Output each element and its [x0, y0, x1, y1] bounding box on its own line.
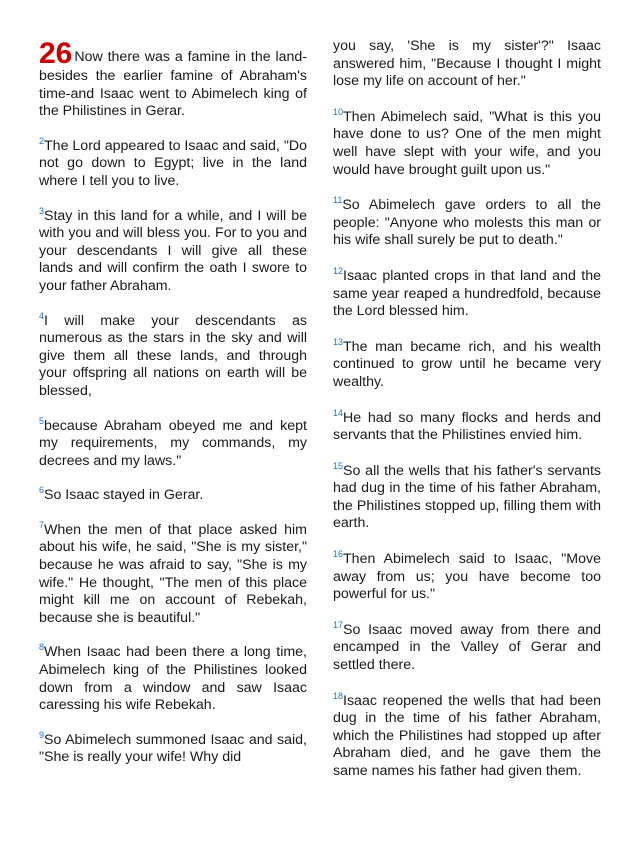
verse-text: When the men of that place asked him about his wife, he said, "She is my sister," because he was afraid to say, "She is my wife." He thought, "The men of this place might kill me on account of Rebekah, because she is beautiful." — [39, 521, 307, 626]
verse-text: Now there was a famine in the land-besides the earlier famine of Abraham's time-and Isaac went to Abimelech king of the Philistines in Gerar. — [39, 49, 307, 120]
chapter-number: 26 — [39, 37, 73, 70]
verse-paragraph — [333, 460, 601, 533]
verse-paragraph — [333, 336, 601, 392]
verse-paragraph — [39, 644, 307, 714]
verse-number: 16 — [333, 549, 344, 560]
verse-number: 17 — [333, 619, 344, 630]
verse-number: 12 — [333, 265, 344, 276]
verse-number: 15 — [333, 460, 344, 471]
left-column — [39, 37, 307, 784]
verse-text: Then Abimelech said to Isaac, "Move away from us; you have become too powerful for us." — [333, 551, 601, 603]
verse-number: 10 — [333, 106, 344, 117]
verse-paragraph — [333, 619, 601, 675]
verse-paragraph — [39, 487, 307, 505]
verse-paragraph — [39, 415, 307, 471]
verse-9-continuation — [333, 38, 601, 91]
verse-text: He had so many flocks and herds and servants that the Philistines envied him. — [333, 409, 601, 444]
verse-text: Stay in this land for a while, and I will be with you and will bless you. For to you and your descendants I will give all these lands and will confirm the oath I swore to your father Abraham. — [39, 207, 307, 294]
verse-paragraph — [39, 135, 307, 191]
verse-number: 3 — [39, 205, 45, 216]
verse-paragraph — [333, 265, 601, 321]
verse-text: So all the wells that his father's servants had dug in the time of his father Abraham, the Philistines stopped up, filling them with earth. — [333, 462, 601, 532]
verse-text: you say, 'She is my sister'?" Isaac answered him, "Because I thought I might lose my life on account of her." — [333, 38, 601, 90]
verse-paragraph — [333, 690, 601, 781]
verse-number: 4 — [39, 310, 45, 321]
verse-number: 14 — [333, 407, 344, 418]
verse-number: 8 — [39, 642, 45, 653]
verse-text: So Isaac stayed in Gerar. — [44, 487, 204, 504]
verse-text: The man became rich, and his wealth continued to grow until he became very wealthy. — [333, 338, 601, 390]
verse-number: 2 — [39, 135, 45, 146]
verse-number: 11 — [333, 195, 343, 206]
verse-number: 9 — [39, 729, 45, 740]
verse-1-paragraph — [39, 37, 307, 121]
verse-text: I will make your descendants as numerous as the stars in the sky and will give them all these lands, and through your offspring all nations on earth will be blessed, — [39, 312, 307, 399]
verse-text: Then Abimelech said, "What is this you have done to us? One of the men might well have slept with your wife, and you would have brought guilt upon us." — [333, 108, 601, 178]
verse-text: So Abimelech summoned Isaac and said, "She is really your wife! Why did — [39, 731, 307, 766]
verse-text: Isaac reopened the wells that had been dug in the time of his father Abraham, which the Philistines had stopped up after Abraham died, and he gave them the same names his father had given them. — [333, 692, 601, 779]
verse-paragraph — [333, 106, 601, 179]
verse-number: 5 — [39, 415, 45, 426]
verse-text: The Lord appeared to Isaac and said, "Do not go down to Egypt; live in the land where I tell you to live. — [39, 137, 307, 189]
verse-text: When Isaac had been there a long time, Abimelech king of the Philistines looked down from a window and saw Isaac caressing his wife Rebekah. — [39, 644, 307, 714]
verse-paragraph — [39, 205, 307, 296]
verse-paragraph — [39, 519, 307, 628]
verse-number: 13 — [333, 336, 344, 347]
verse-text: So Abimelech gave orders to all the people: "Anyone who molests this man or his wife shall surely be put to death." — [333, 197, 601, 249]
verse-paragraph — [333, 197, 601, 250]
verse-text: Isaac planted crops in that land and the same year reaped a hundredfold, because the Lord blessed him. — [333, 267, 601, 320]
verse-paragraph — [333, 551, 601, 604]
right-column — [333, 38, 601, 799]
verse-number: 18 — [333, 690, 344, 701]
verse-number: 6 — [39, 485, 45, 496]
verse-text: So Isaac moved away from there and encamped in the Valley of Gerar and settled there. — [333, 621, 601, 674]
verse-paragraph — [39, 729, 307, 767]
verse-text: because Abraham obeyed me and kept my requirements, my commands, my decrees and my laws." — [39, 417, 307, 469]
verse-paragraph — [39, 310, 307, 401]
verse-paragraph — [333, 407, 601, 445]
verse-number: 7 — [39, 519, 45, 530]
